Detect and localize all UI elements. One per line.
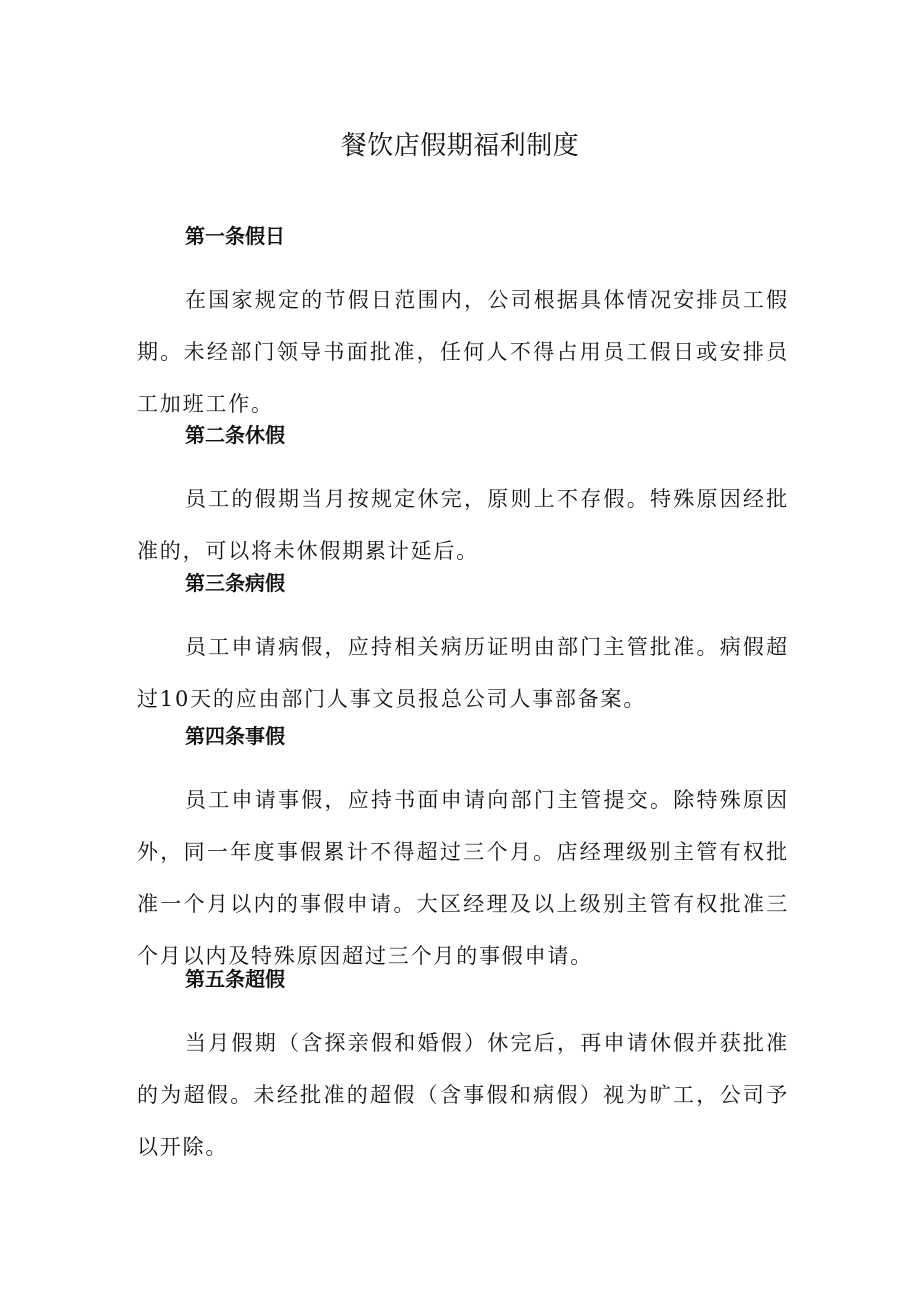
article-body: 在国家规定的节假日范围内，公司根据具体情况安排员工假期。未经部门领导书面批准，任何人不得占用员工假日或安排员工加班工作。 [137,288,789,416]
article-leave [137,421,789,577]
article-body: 员工申请病假，应持相关病历证明由部门主管批准。病假超过10天的应由部门人事文员报总公司人事部备案。 [137,635,789,711]
article-heading: 第四条事假 [185,724,285,748]
article-body: 当月假期（含探亲假和婚假）休完后，再申请休假并获批准的为超假。未经批准的超假（含事假和病假）视为旷工，公司予以开除。 [137,1031,789,1159]
article-holidays [137,222,789,430]
article-heading: 第二条休假 [185,423,285,447]
article-body: 员工申请事假，应持书面申请向部门主管提交。除特殊原因外，同一年度事假累计不得超过三个月。店经理级别主管有权批准一个月以内的事假申请。大区经理及以上级别主管有权批准三个月以内及特殊原因超过三个月的事假申请。 [137,788,789,968]
article-personal-leave [137,722,789,982]
article-heading: 第三条病假 [185,571,285,595]
document-title: 餐饮店假期福利制度 [340,131,580,161]
article-heading: 第一条假日 [185,224,285,248]
article-sick-leave [137,569,789,725]
article-heading: 第五条超假 [185,967,285,991]
article-body: 员工的假期当月按规定休完，原则上不存假。特殊原因经批准的，可以将未休假期累计延后。 [137,487,789,563]
article-overtime-leave [137,965,789,1173]
